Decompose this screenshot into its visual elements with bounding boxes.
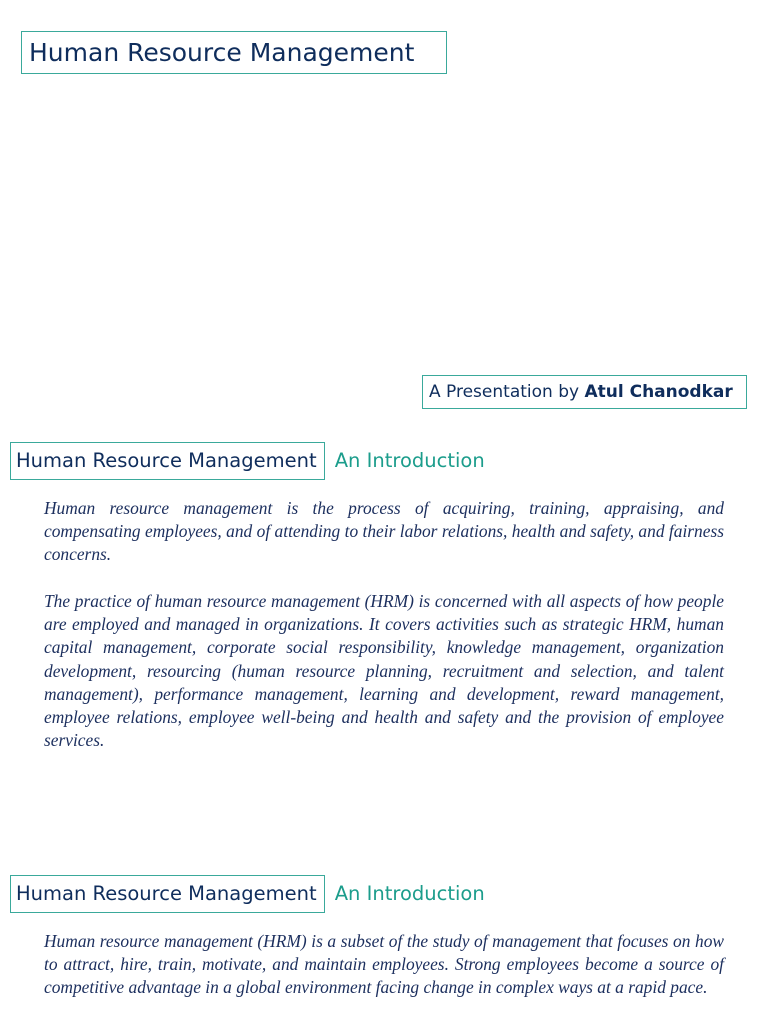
section-paragraph: Human resource management is the process of acquiring, training, appraising, and compensating employees, and of attending to their labor relations, health and safety, and fairness concerns. (44, 498, 724, 565)
section-heading-row (10, 875, 485, 913)
section-heading: Human Resource Management (10, 875, 325, 913)
section-paragraph: The practice of human resource management (HRM) is concerned with all aspects of how people are employed and managed in organizations. It covers activities such as strategic HRM, human capital management, corporate social responsibility, knowledge management, organization development, resourcing (human resource planning, recruitment and selection, and talent management), performance management, learning and development, reward management, employee relations, employee well-being and health and safety and the provision of employee services. (44, 591, 724, 751)
presentation-byline (422, 375, 747, 409)
section-heading: Human Resource Management (10, 442, 325, 480)
section-subheading: An Introduction (334, 882, 485, 905)
byline-author: Atul Chanodkar (584, 382, 733, 402)
page-title: Human Resource Management (21, 31, 447, 74)
section-subheading: An Introduction (334, 449, 485, 472)
section-heading-row (10, 442, 485, 480)
section-paragraph: Human resource management (HRM) is a subset of the study of management that focuses on how to attract, hire, train, motivate, and maintain employees. Strong employees become a source of competitive advantage in a global environment facing change in complex ways at a rapid pace. (44, 931, 724, 998)
byline-prefix: A Presentation by (429, 382, 585, 402)
